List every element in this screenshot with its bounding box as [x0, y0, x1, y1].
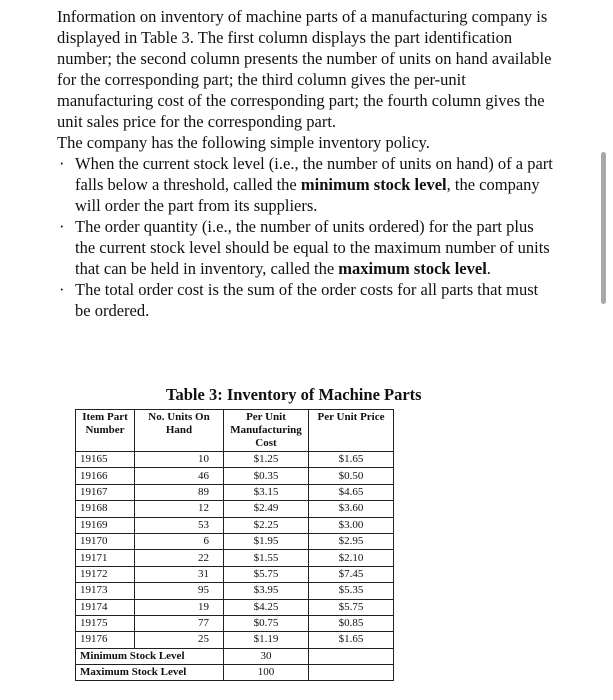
min-stock-value: 30 — [224, 648, 309, 664]
cell-units-on-hand: 12 — [135, 501, 224, 517]
cell-units-on-hand: 77 — [135, 615, 224, 631]
bullet-dot: · — [59, 154, 65, 173]
cell-unit-price: $7.45 — [309, 566, 394, 582]
cell-unit-price: $3.60 — [309, 501, 394, 517]
cell-units-on-hand: 46 — [135, 468, 224, 484]
header-manufacturing-cost: Per Unit Manufacturing Cost — [224, 410, 309, 452]
cell-item-part: 19174 — [76, 599, 135, 615]
table-row — [76, 632, 394, 648]
cell-unit-price: $3.00 — [309, 517, 394, 533]
cell-manufacturing-cost: $4.25 — [224, 599, 309, 615]
max-stock-term: maximum stock level — [338, 259, 487, 278]
cell-manufacturing-cost: $3.15 — [224, 484, 309, 500]
cell-manufacturing-cost: $1.19 — [224, 632, 309, 648]
cell-item-part: 19170 — [76, 533, 135, 549]
max-stock-value: 100 — [224, 665, 309, 681]
cell-unit-price: $0.50 — [309, 468, 394, 484]
cell-units-on-hand: 53 — [135, 517, 224, 533]
cell-unit-price: $1.65 — [309, 452, 394, 468]
max-stock-empty — [309, 665, 394, 681]
cell-manufacturing-cost: $2.49 — [224, 501, 309, 517]
header-item-part: Item Part Number — [76, 410, 135, 452]
cell-unit-price: $4.65 — [309, 484, 394, 500]
cell-item-part: 19165 — [76, 452, 135, 468]
bullet-dot: · — [59, 217, 65, 236]
table-row — [76, 550, 394, 566]
min-stock-row — [76, 648, 394, 664]
table-caption: Table 3: Inventory of Machine Parts — [166, 385, 422, 404]
cell-unit-price: $2.10 — [309, 550, 394, 566]
cell-unit-price: $5.75 — [309, 599, 394, 615]
max-stock-row — [76, 665, 394, 681]
table-row — [76, 615, 394, 631]
table-row — [76, 599, 394, 615]
cell-units-on-hand: 31 — [135, 566, 224, 582]
table-row — [76, 501, 394, 517]
header-units-on-hand: No. Units On Hand — [135, 410, 224, 452]
cell-manufacturing-cost: $0.75 — [224, 615, 309, 631]
cell-item-part: 19172 — [76, 566, 135, 582]
cell-manufacturing-cost: $2.25 — [224, 517, 309, 533]
cell-manufacturing-cost: $1.55 — [224, 550, 309, 566]
header-unit-price: Per Unit Price — [309, 410, 394, 452]
cell-units-on-hand: 25 — [135, 632, 224, 648]
vertical-scrollbar[interactable] — [601, 152, 606, 304]
cell-units-on-hand: 10 — [135, 452, 224, 468]
cell-item-part: 19168 — [76, 501, 135, 517]
cell-units-on-hand: 89 — [135, 484, 224, 500]
cell-units-on-hand: 95 — [135, 583, 224, 599]
cell-item-part: 19166 — [76, 468, 135, 484]
table-row — [76, 468, 394, 484]
cell-unit-price: $0.85 — [309, 615, 394, 631]
table-row — [76, 566, 394, 582]
table-row — [76, 517, 394, 533]
cell-item-part: 19173 — [76, 583, 135, 599]
cell-item-part: 19171 — [76, 550, 135, 566]
policy-intro: The company has the following simple inventory policy. — [57, 133, 430, 152]
document-body — [57, 6, 557, 321]
table-header-row — [76, 410, 394, 452]
cell-units-on-hand: 22 — [135, 550, 224, 566]
cell-manufacturing-cost: $0.35 — [224, 468, 309, 484]
cell-manufacturing-cost: $1.95 — [224, 533, 309, 549]
table-row — [76, 484, 394, 500]
cell-item-part: 19176 — [76, 632, 135, 648]
table-row — [76, 583, 394, 599]
policy-bullet-1: · When the current stock level (i.e., the number of units on hand) of a part falls below a threshold, called the minimum stock level, the company will order the part from its suppliers. — [59, 154, 553, 215]
max-stock-label: Maximum Stock Level — [76, 665, 224, 681]
min-stock-term: minimum stock level — [300, 175, 447, 194]
cell-units-on-hand: 6 — [135, 533, 224, 549]
min-stock-empty — [309, 648, 394, 664]
policy-bullet-2: · The order quantity (i.e., the number of units ordered) for the part plus the current stock level should be equal to the maximum number of units that can be held in inventory, called the maximum stock level. — [59, 217, 550, 278]
policy-bullet-3: · The total order cost is the sum of the order costs for all parts that must be ordered. — [59, 280, 539, 320]
bullet-dot: · — [59, 280, 65, 299]
cell-item-part: 19169 — [76, 517, 135, 533]
cell-manufacturing-cost: $5.75 — [224, 566, 309, 582]
table-row — [76, 533, 394, 549]
cell-unit-price: $1.65 — [309, 632, 394, 648]
cell-item-part: 19167 — [76, 484, 135, 500]
cell-manufacturing-cost: $3.95 — [224, 583, 309, 599]
inventory-table — [75, 409, 394, 681]
cell-unit-price: $2.95 — [309, 533, 394, 549]
intro-paragraph: Information on inventory of machine parts of a manufacturing company is displayed in Table 3. The first column displays the part identification number; the second column presents the number of units on hand available for the corresponding part; the third column gives the per-unit manufacturing cost of the corresponding part; the fourth column gives the unit sales price for the corresponding part. — [57, 7, 552, 131]
table-row — [76, 452, 394, 468]
cell-units-on-hand: 19 — [135, 599, 224, 615]
cell-unit-price: $5.35 — [309, 583, 394, 599]
cell-item-part: 19175 — [76, 615, 135, 631]
min-stock-label: Minimum Stock Level — [76, 648, 224, 664]
cell-manufacturing-cost: $1.25 — [224, 452, 309, 468]
